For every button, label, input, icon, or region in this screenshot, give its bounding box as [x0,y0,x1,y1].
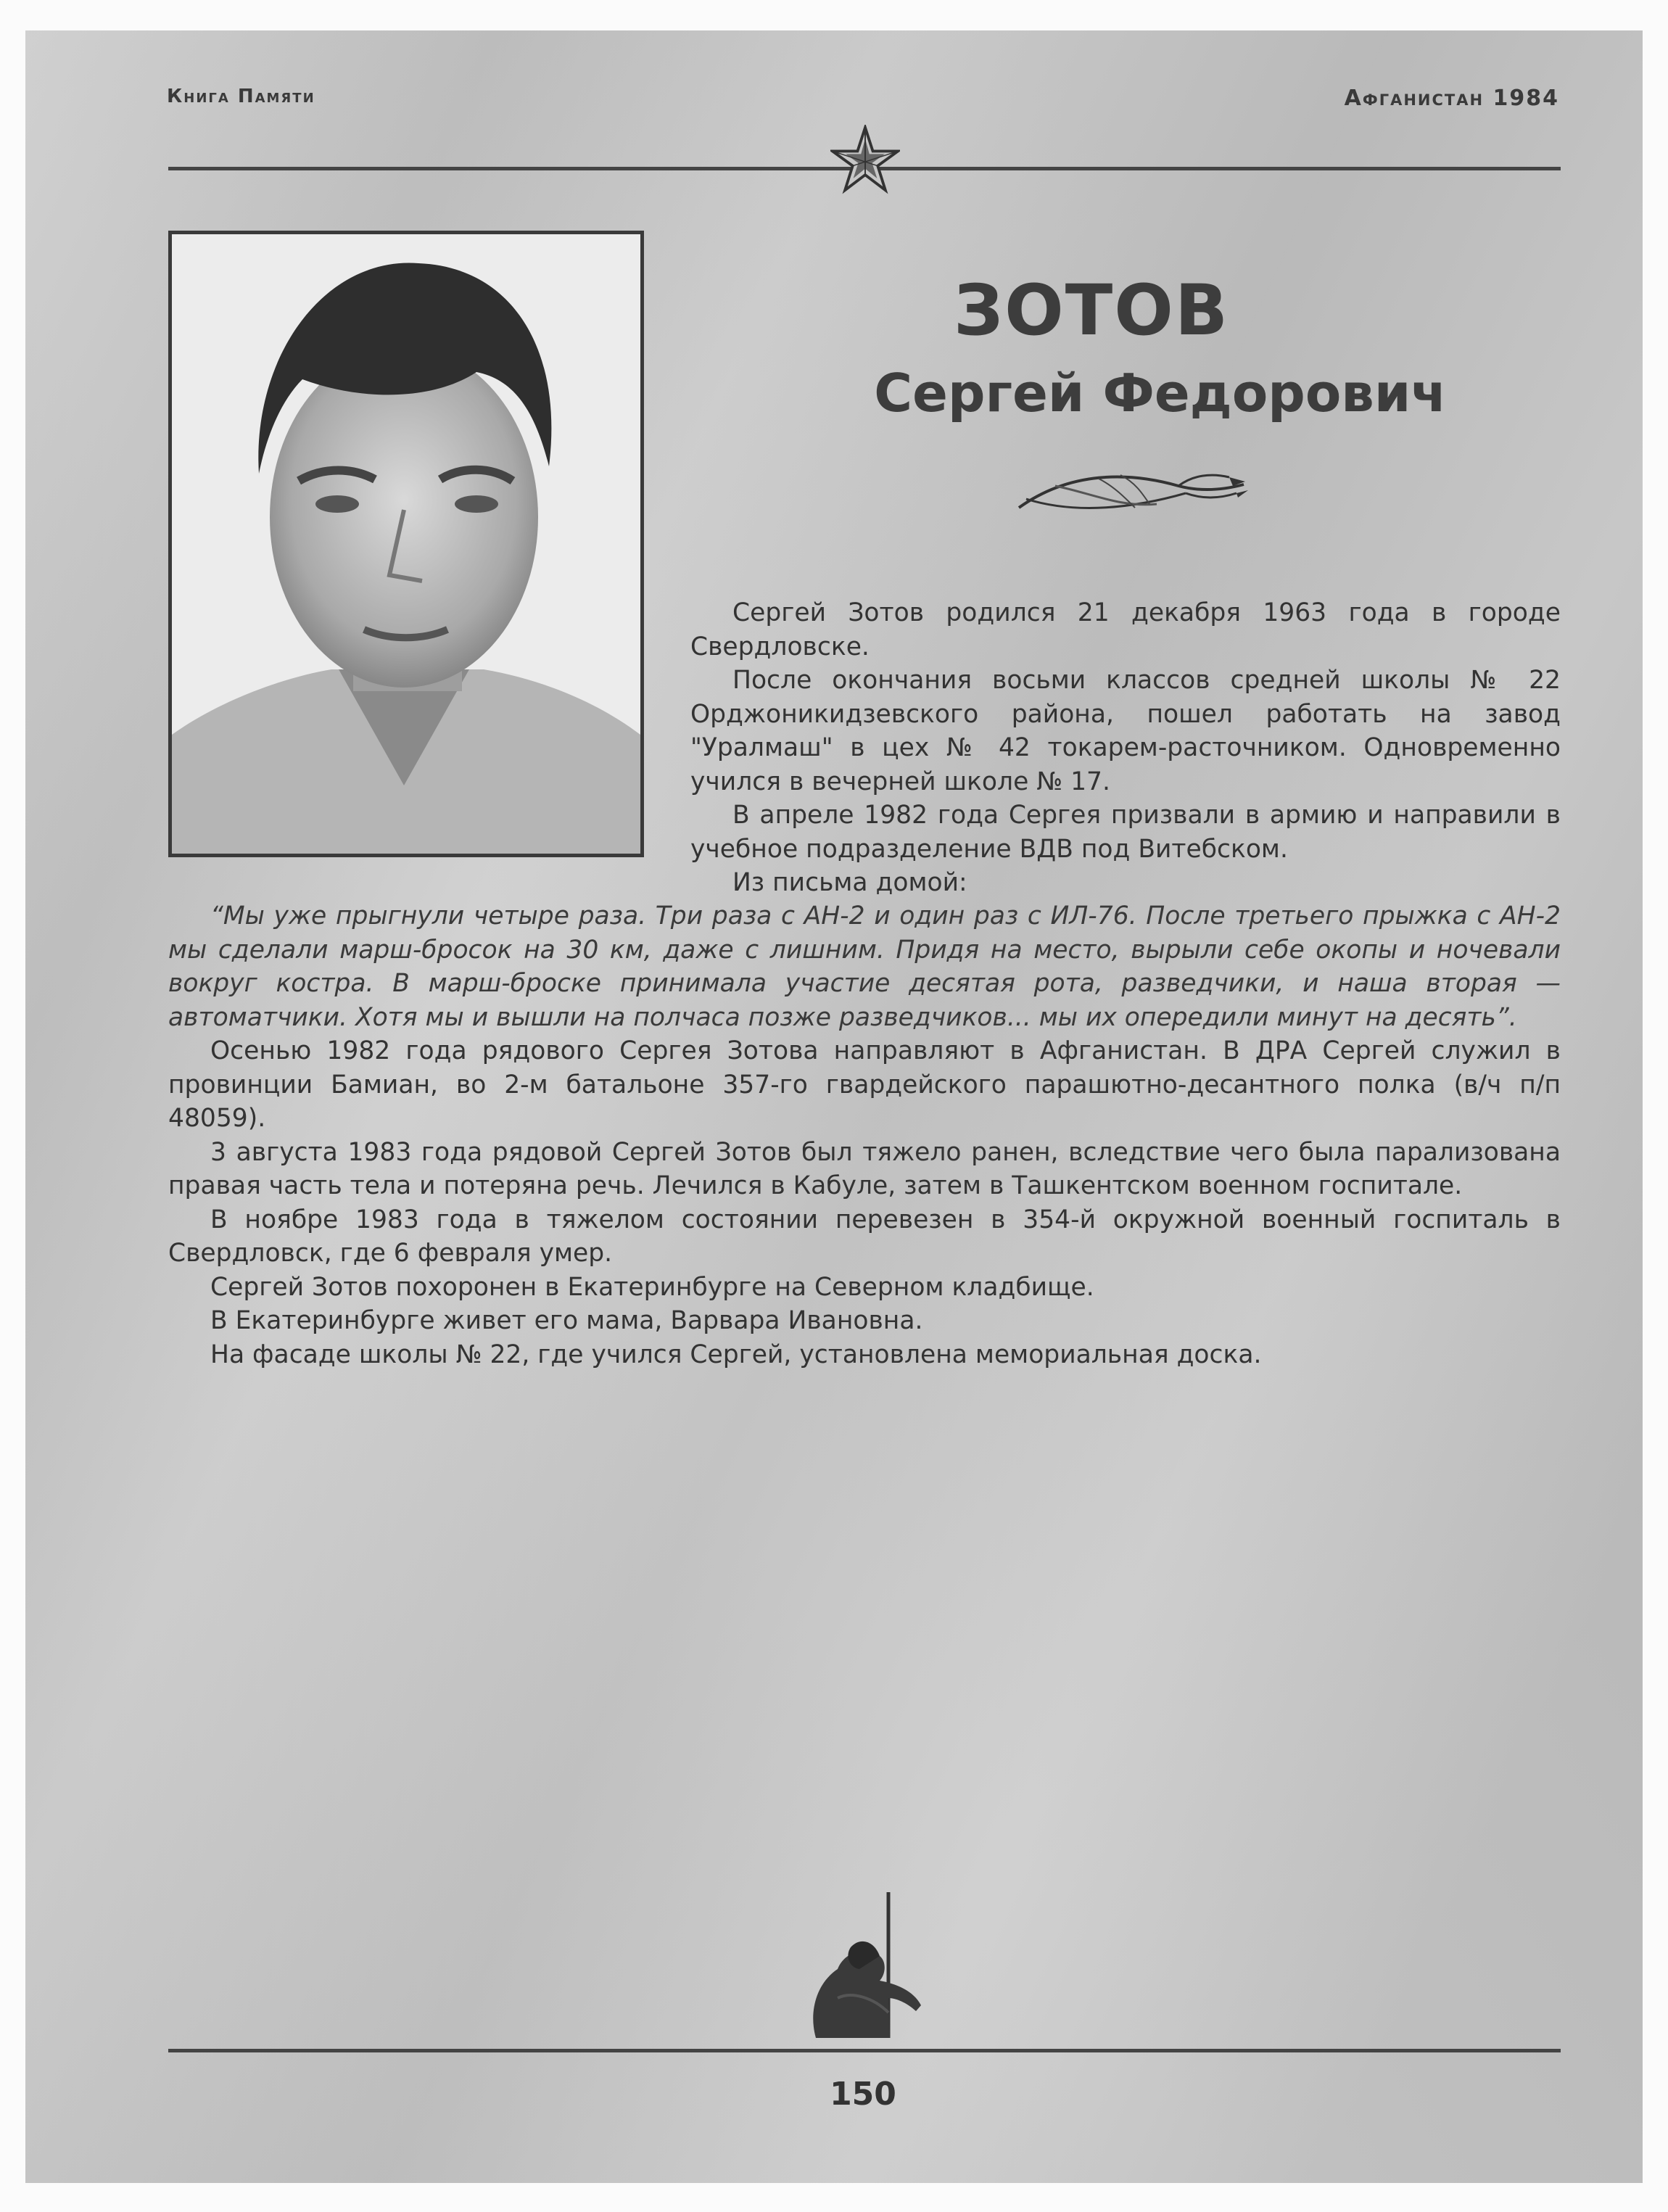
paragraph: В Екатеринбурге живет его мама, Варвара Ивановна. [210,1306,923,1335]
paragraph: Осенью 1982 года рядового Сергея Зотова направляют в Афганистан. В ДРА Сергей служил в провинции Бамиан, во 2-м батальоне 357-го гвардейского парашютно-десантного полка (в/ч п/п 48059). [168,1036,1561,1133]
paragraph: Сергей Зотов похоронен в Екатеринбурге на Северном кладбище. [210,1272,1094,1302]
paragraph: На фасаде школы № 22, где учился Сергей, установлена мемориальная доска. [210,1340,1262,1369]
header-section-title: Афганистан 1984 [1344,86,1559,111]
paragraph: Из письма домой: [732,868,967,897]
letter-quote: “Мы уже прыгнули четыре раза. Три раза с АН-2 и один раз с ИЛ-76. После третьего прыжка с АН-2 мы сделали марш-бросок на 30 км, даже с лишним. Придя на место, вырыли себе окопы и ночевали вокруг костра. В марш-броске принимала участие десятая рота, разведчики, и наша вторая — автоматчики. Хотя мы и вышли на полчаса позже разведчиков... мы их опередили минут на десять”. [168,901,1561,1032]
page-number: 150 [830,2076,896,2113]
paragraph: Сергей Зотов родился 21 декабря 1963 года в городе Свердловске. [690,598,1561,661]
portrait-photo [168,231,644,857]
paragraph: После окончания восьми классов средней школы № 22 Орджоникидзевского района, пошел работать на завод "Уралмаш" в цех № 42 токарем-расточником. Одновременно учился в вечерней школе № 17. [690,666,1561,796]
wheat-ornament-icon [1012,464,1251,522]
biography-intro [690,596,1561,900]
paragraph: В ноябре 1983 года в тяжелом состоянии перевезен в 354-й окружной военный госпиталь в Свердловск, где 6 февраля умер. [168,1205,1561,1268]
soldier-monument-icon [787,1889,961,2042]
paragraph: 3 августа 1983 года рядовой Сергей Зотов был тяжело ранен, вследствие чего была парализована правая часть тела и потеряна речь. Лечился в Кабуле, затем в Ташкентском военном госпитале. [168,1137,1561,1200]
star-icon [830,125,900,194]
person-first-name-patronymic: Сергей Федорович [874,363,1447,424]
person-surname: ЗОТОВ [953,270,1230,351]
biography-main [168,899,1561,1371]
header-book-title: Книга Памяти [167,86,315,107]
paragraph: В апреле 1982 года Сергея призвали в армию и направили в учебное подразделение ВДВ под Витебском. [690,801,1561,864]
footer-rule [168,2049,1561,2052]
